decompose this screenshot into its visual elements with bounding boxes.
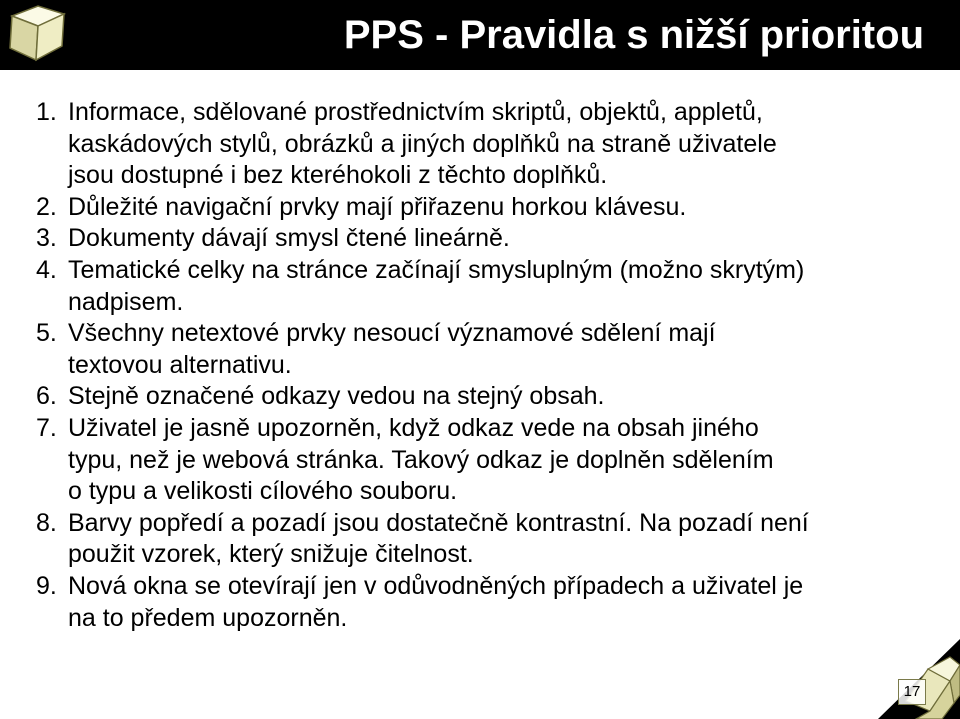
item-number: 8.: [36, 508, 57, 537]
item-number: 1.: [36, 98, 57, 126]
cube-decoration-icon: [870, 629, 960, 719]
item-line: jsou dostupné i bez kteréhokoli z těchto doplňků.: [68, 161, 608, 190]
item-line: typu, než je webová stránka. Takový odkaz je doplněn sdělením: [68, 445, 774, 474]
item-line: o typu a velikosti cílového souboru.: [68, 477, 458, 506]
list-item: [0, 381, 928, 413]
list-item: [0, 571, 928, 634]
item-number: 6.: [36, 382, 57, 411]
list-item: [0, 255, 928, 318]
item-number: 3.: [36, 224, 57, 253]
item-number: 5.: [36, 319, 57, 348]
item-line: Uživatel je jasně upozorněn, když odkaz vede na obsah jiného: [68, 413, 759, 442]
item-line: Důležité navigační prvky mají přiřazenu horkou klávesu.: [68, 192, 687, 221]
item-line: použit vzorek, který snižuje čitelnost.: [68, 540, 474, 569]
item-line: nadpisem.: [68, 287, 184, 316]
list-item: [0, 192, 928, 224]
item-line: na to předem upozorněn.: [68, 603, 348, 632]
item-line: kaskádových stylů, obrázků a jiných doplňků na straně uživatele: [68, 129, 777, 158]
rules-list: [0, 97, 928, 634]
item-line: textovou alternativu.: [68, 350, 292, 379]
cube-icon: [4, 2, 70, 64]
item-line: Tematické celky na stránce začínají smysluplným (možno skrytým): [68, 255, 805, 284]
item-line: Barvy popředí a pozadí jsou dostatečně kontrastní. Na pozadí není: [68, 508, 809, 537]
item-line: Stejně označené odkazy vedou na stejný obsah.: [68, 382, 605, 411]
item-number: 9.: [36, 571, 57, 600]
item-number: 2.: [36, 192, 57, 221]
item-line: Informace, sdělované prostřednictvím skriptů, objektů, appletů,: [68, 98, 763, 126]
item-line: Dokumenty dávají smysl čtené lineárně.: [68, 224, 510, 253]
list-item: [0, 318, 928, 381]
list-item: [0, 413, 928, 508]
page-number: 17: [898, 679, 926, 705]
slide-title: PPS - Pravidla s nižší prioritou: [343, 13, 924, 57]
list-item: [0, 508, 928, 571]
item-line: Všechny netextové prvky nesoucí významové sdělení mají: [68, 319, 716, 348]
item-line: Nová okna se otevírají jen v odůvodněných případech a uživatel je: [68, 571, 804, 600]
list-item: [0, 97, 928, 192]
list-item: [0, 223, 928, 255]
item-number: 7.: [36, 413, 57, 442]
item-number: 4.: [36, 255, 57, 284]
title-bar: [0, 0, 960, 70]
